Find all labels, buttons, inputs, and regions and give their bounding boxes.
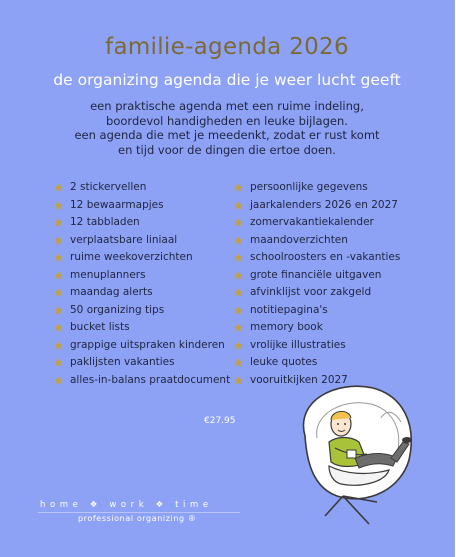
feature-item	[234, 249, 400, 267]
feature-item	[54, 337, 230, 355]
feature-list-right	[234, 179, 400, 389]
star-icon	[234, 376, 243, 385]
star-icon	[54, 306, 63, 315]
feature-item	[234, 179, 400, 197]
intro-line: een praktische agenda met een ruime indeling,	[90, 99, 364, 113]
star-icon	[234, 323, 243, 332]
star-icon	[234, 218, 243, 227]
star-icon	[54, 323, 63, 332]
feature-item-label: maandag alerts	[70, 286, 153, 298]
intro-line: en tijd voor de dingen die ertoe doen.	[118, 142, 336, 157]
star-icon	[54, 376, 63, 385]
feature-item-label: verplaatsbare liniaal	[70, 233, 178, 246]
feature-item-label: menuplanners	[70, 268, 146, 281]
feature-item-label: afvinklijst voor zakgeld	[250, 286, 372, 298]
feature-item-label: maandoverzichten	[250, 233, 348, 246]
feature-item	[234, 232, 400, 250]
feature-item-label: grappige uitspraken kinderen	[70, 338, 225, 351]
feature-item	[234, 267, 400, 285]
feature-item	[234, 214, 400, 232]
feature-item-label: 2 stickervellen	[70, 181, 147, 193]
brand-divider	[38, 512, 240, 513]
feature-item	[234, 302, 400, 320]
feature-item-label: persoonlijke gegevens	[250, 181, 368, 193]
brand-line-home-work-time: home ❖ work ❖ time	[40, 500, 213, 510]
star-icon	[54, 236, 63, 245]
feature-item	[54, 249, 230, 267]
star-icon	[234, 358, 243, 367]
star-icon	[234, 306, 243, 315]
feature-item-label: vooruitkijken 2027	[250, 373, 348, 386]
feature-item	[234, 319, 400, 337]
feature-list-left	[54, 179, 230, 389]
feature-item-label: grote financiële uitgaven	[250, 268, 382, 281]
price-label: €27.95	[204, 416, 236, 426]
feature-item	[54, 267, 230, 285]
page-title: familie-agenda 2026	[105, 34, 349, 60]
intro-line: een agenda die met je meedenkt, zodat er rust komt	[74, 128, 380, 143]
star-icon	[234, 271, 243, 280]
star-icon	[54, 271, 63, 280]
star-icon	[234, 236, 243, 245]
feature-item-label: vrolijke illustraties	[250, 338, 346, 351]
feature-item	[54, 372, 230, 390]
star-icon	[54, 341, 63, 350]
feature-item-label: bucket lists	[70, 321, 130, 333]
star-icon	[54, 218, 63, 227]
feature-item-label: zomervakantiekalender	[250, 216, 374, 228]
star-icon	[234, 253, 243, 262]
feature-item-label: 12 tabbladen	[70, 216, 140, 228]
feature-item	[54, 302, 230, 320]
star-icon	[54, 253, 63, 262]
feature-item-label: 50 organizing tips	[70, 303, 165, 316]
feature-item	[54, 214, 230, 232]
star-icon	[54, 358, 63, 367]
feature-item	[234, 284, 400, 302]
feature-item	[234, 354, 400, 372]
feature-item-label: schoolroosters en -vakanties	[250, 251, 401, 263]
feature-item-label: jaarkalenders 2026 en 2027	[250, 198, 398, 211]
star-icon	[234, 201, 243, 210]
subtitle: de organizing agenda die je weer lucht geeft	[53, 71, 401, 89]
feature-item-label: paklijsten vakanties	[70, 356, 175, 368]
feature-item	[234, 197, 400, 215]
feature-item	[234, 337, 400, 355]
feature-item-label: leuke quotes	[250, 356, 318, 368]
star-icon	[54, 288, 63, 297]
star-icon	[234, 341, 243, 350]
feature-item	[54, 179, 230, 197]
feature-item	[54, 354, 230, 372]
feature-item-label: notitiepagina's	[250, 303, 328, 316]
star-icon	[54, 183, 63, 192]
feature-item	[54, 284, 230, 302]
feature-item	[54, 232, 230, 250]
feature-item-label: memory book	[250, 321, 323, 333]
feature-item	[54, 319, 230, 337]
star-icon	[234, 288, 243, 297]
star-icon	[54, 201, 63, 210]
person-in-egg-chair-illustration	[285, 378, 435, 528]
feature-item-label: 12 bewaarmapjes	[70, 198, 164, 211]
feature-item	[54, 197, 230, 215]
intro-line: boordevol handigheden en leuke bijlagen.	[106, 113, 348, 128]
feature-item-label: ruime weekoverzichten	[70, 251, 193, 263]
brand-line-professional-organizing: professional organizing ®	[78, 514, 197, 523]
feature-item-label: alles-in-balans praatdocument	[70, 373, 231, 386]
star-icon	[234, 183, 243, 192]
intro-text	[0, 99, 454, 157]
